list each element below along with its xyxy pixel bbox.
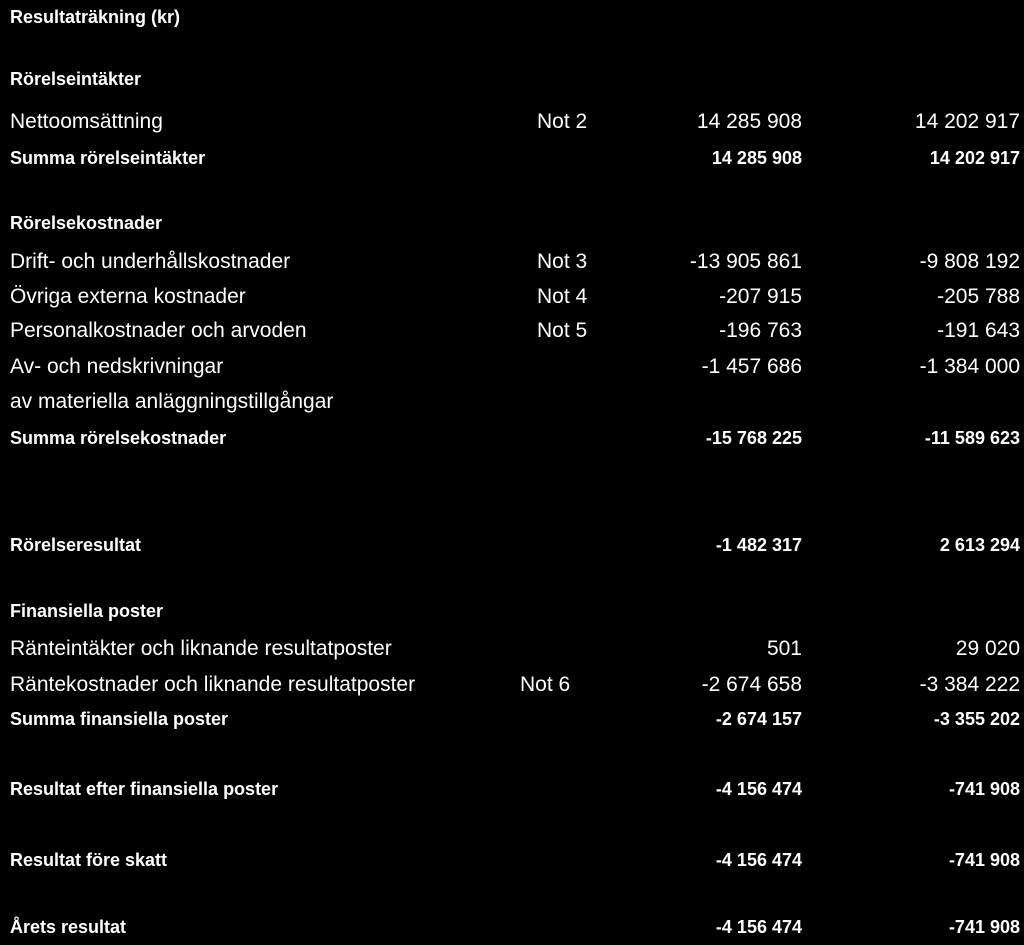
row-value-current: -1 482 317 (715, 535, 802, 555)
row-label: Nettoomsättning (10, 110, 163, 133)
statement-title: Resultaträkning (kr) (10, 7, 181, 27)
row-ovriga (0, 281, 1024, 313)
row-ranteintakter (0, 633, 1024, 665)
row-value-previous: -741 908 (948, 850, 1020, 870)
row-value-previous: -1 384 000 (919, 355, 1020, 378)
row-nettoomsattning (0, 106, 1024, 138)
row-value-current: -2 674 658 (701, 673, 802, 696)
row-value-previous: -741 908 (948, 779, 1020, 799)
section-heading-row (0, 63, 1024, 95)
row-note: Not 4 (537, 285, 588, 308)
row-summa-rorelseintakter (0, 142, 1024, 174)
row-value-current: -4 156 474 (715, 850, 802, 870)
row-label-continuation: av materiella anläggningstillgångar (10, 390, 334, 413)
row-value-previous: -3 384 222 (919, 673, 1020, 696)
row-resultat-fore-skatt (0, 844, 1024, 876)
row-value-previous: -741 908 (948, 917, 1020, 937)
row-label: Ränteintäkter och liknande resultatposter (10, 637, 392, 660)
row-value-previous: 14 202 917 (914, 110, 1020, 133)
row-avskrivningar (0, 351, 1024, 383)
row-value-current: 14 285 908 (711, 148, 802, 168)
row-value-current: -15 768 225 (705, 428, 802, 448)
row-value-previous: -11 589 623 (924, 428, 1020, 448)
row-value-previous: 2 613 294 (939, 535, 1020, 555)
row-value-previous: -205 788 (937, 285, 1020, 308)
row-label: Summa finansiella poster (10, 709, 229, 729)
row-personal (0, 315, 1024, 347)
row-label: Övriga externa kostnader (10, 285, 246, 308)
statement-title-row (0, 1, 1024, 33)
row-value-current: -13 905 861 (689, 250, 802, 273)
row-value-previous: -3 355 202 (933, 709, 1020, 729)
row-note: Not 3 (537, 250, 588, 273)
row-value-current: -196 763 (719, 319, 802, 342)
row-value-previous: -191 643 (937, 319, 1020, 342)
row-label: Räntekostnader och liknande resultatposter (10, 673, 416, 696)
section-heading-finansiella: Finansiella poster (10, 601, 164, 621)
row-label: Summa rörelseintäkter (10, 148, 206, 168)
row-rorelseresultat (0, 529, 1024, 561)
row-avskrivningar-cont (0, 386, 1024, 418)
section-heading-rorelsekostnader: Rörelsekostnader (10, 213, 163, 233)
row-label: Rörelseresultat (10, 535, 142, 555)
row-resultat-efter-finansiella (0, 773, 1024, 805)
row-summa-finansiella (0, 703, 1024, 735)
row-summa-rorelsekostnader (0, 422, 1024, 454)
row-value-current: -4 156 474 (715, 917, 802, 937)
row-value-current: -2 674 157 (715, 709, 802, 729)
row-note: Not 5 (537, 319, 588, 342)
row-label: Personalkostnader och arvoden (10, 319, 307, 342)
row-label: Drift- och underhållskostnader (10, 250, 291, 273)
row-label: Resultat före skatt (10, 850, 168, 870)
row-label: Summa rörelsekostnader (10, 428, 227, 448)
section-heading-rorelseintakter: Rörelseintäkter (10, 69, 142, 89)
row-value-current: -1 457 686 (701, 355, 802, 378)
row-rantekostnader (0, 669, 1024, 701)
row-drift (0, 246, 1024, 278)
row-value-previous: 29 020 (955, 637, 1020, 660)
row-label: Av- och nedskrivningar (10, 355, 224, 378)
section-heading-row (0, 207, 1024, 239)
row-value-current: 14 285 908 (696, 110, 802, 133)
row-note: Not 2 (537, 110, 588, 133)
row-arets-resultat (0, 911, 1024, 943)
row-value-previous: -9 808 192 (919, 250, 1020, 273)
row-value-current: 501 (766, 637, 802, 660)
row-note: Not 6 (520, 673, 571, 696)
row-value-current: -207 915 (719, 285, 802, 308)
section-heading-row (0, 595, 1024, 627)
row-value-previous: 14 202 917 (929, 148, 1020, 168)
row-value-current: -4 156 474 (715, 779, 802, 799)
row-label: Resultat efter finansiella poster (10, 779, 279, 799)
row-label: Årets resultat (10, 917, 127, 937)
